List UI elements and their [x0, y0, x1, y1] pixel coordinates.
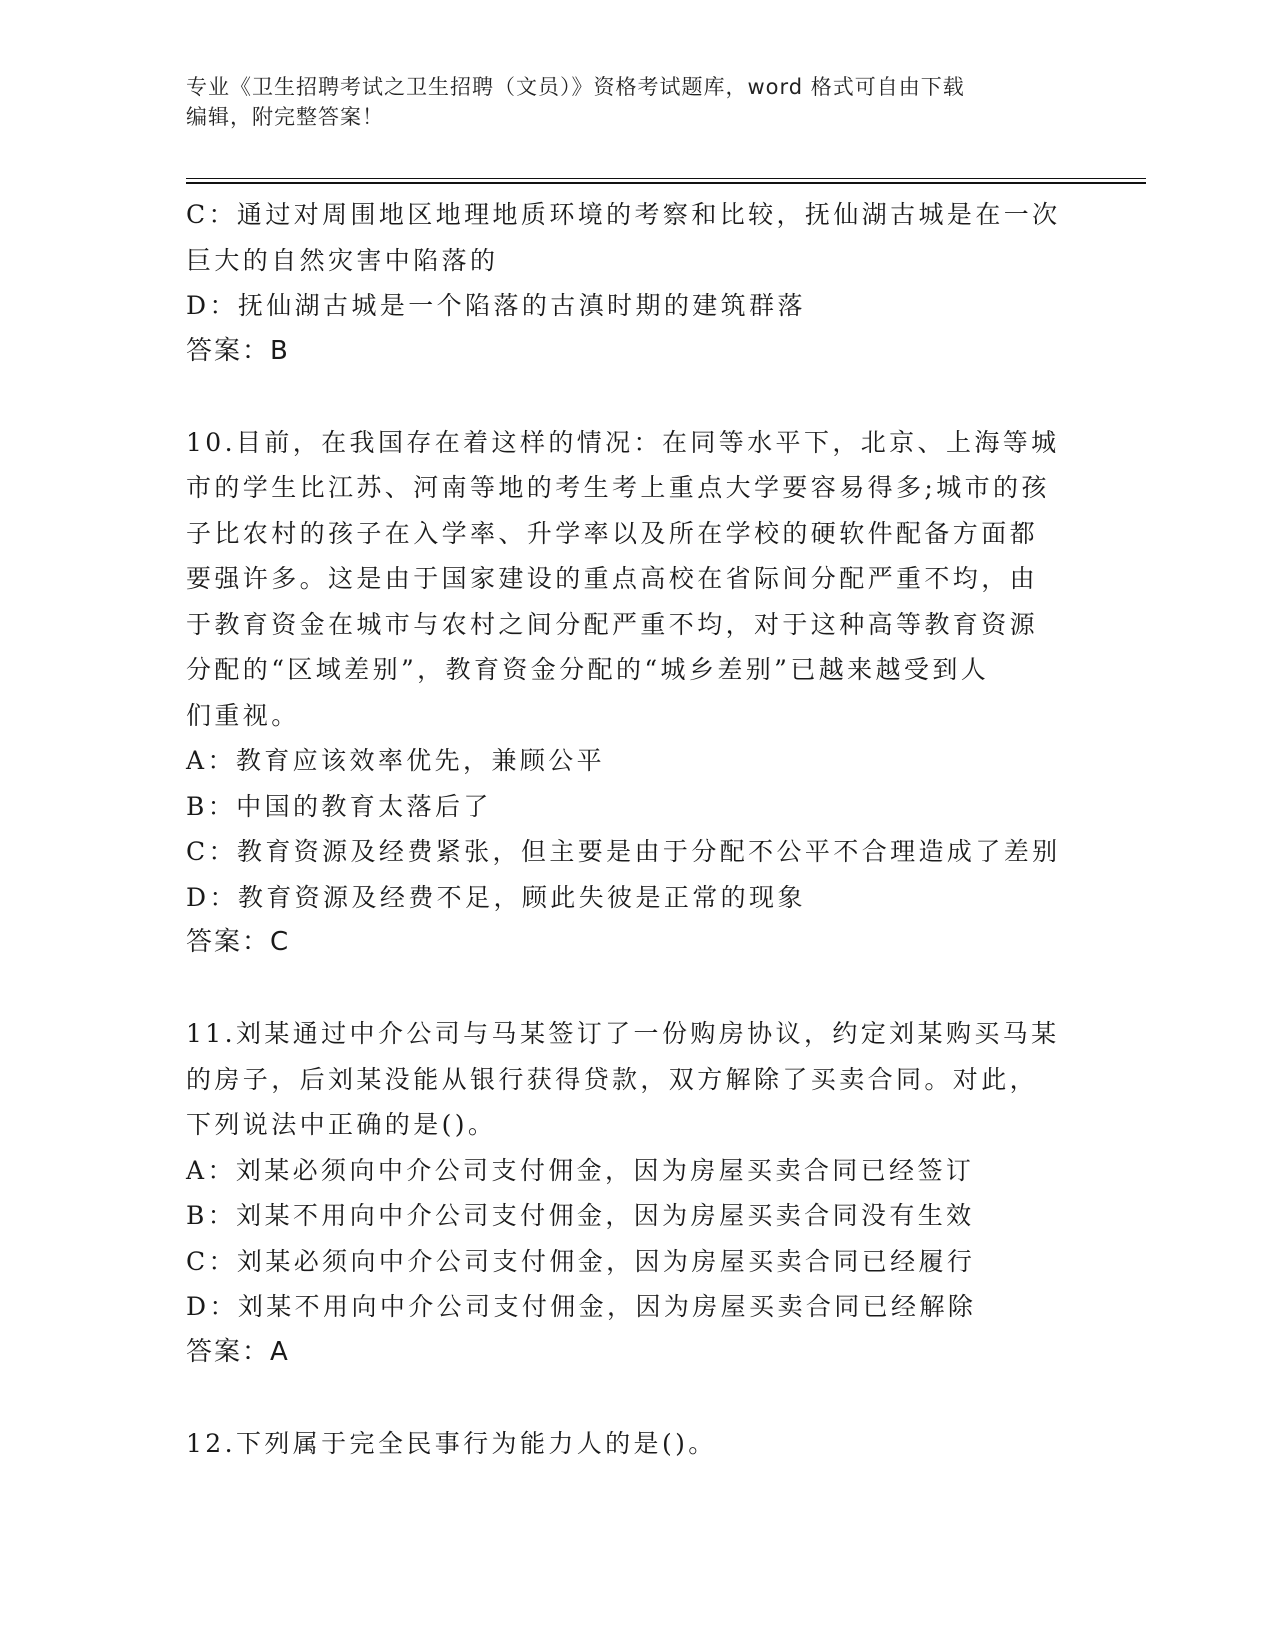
- q10-stem-line: 们重视。: [186, 700, 300, 730]
- q12-stem: 12.下列属于完全民事行为能力人的是()。: [186, 1428, 717, 1458]
- q11-option-c: C：刘某必须向中介公司支付佣金，因为房屋买卖合同已经履行: [186, 1246, 976, 1276]
- q10-answer: 答案：C: [186, 927, 291, 957]
- spacer: [186, 1375, 1086, 1421]
- q10-stem-line: 分配的“区域差别”，教育资金分配的“城乡差别”已越来越受到人: [186, 655, 990, 684]
- q9-option-c-line-1: C：通过对周围地区地理地质环境的考察和比较，抚仙湖古城是在一次: [186, 200, 1061, 229]
- question-11: [186, 1011, 1086, 1375]
- q10-option-a: A：教育应该效率优先，兼顾公平: [186, 746, 606, 775]
- q10-option-c: C：教育资源及经费紧张，但主要是由于分配不公平不合理造成了差别: [186, 837, 1061, 866]
- q11-stem-line: 下列说法中正确的是()。: [186, 1110, 497, 1139]
- q9-option-d: D：抚仙湖古城是一个陷落的古滇时期的建筑群落: [186, 291, 806, 320]
- header-line-2: 编辑，附完整答案！: [186, 105, 384, 129]
- q11-stem-line: 11.刘某通过中介公司与马某签订了一份购房协议，约定刘某购买马某: [186, 1019, 1060, 1048]
- question-9: [186, 192, 1086, 374]
- header-divider-thin: [186, 178, 1146, 179]
- q10-stem-line: 子比农村的孩子在入学率、升学率以及所在学校的硬软件配备方面都: [186, 518, 1039, 548]
- q11-stem-line: 的房子，后刘某没能从银行获得贷款，双方解除了买卖合同。对此，: [186, 1064, 1039, 1094]
- q9-answer: 答案：B: [186, 335, 290, 366]
- q11-option-d: D：刘某不用向中介公司支付佣金，因为房屋买卖合同已经解除: [186, 1292, 977, 1321]
- q10-option-d: D：教育资源及经费不足，顾此失彼是正常的现象: [186, 882, 806, 912]
- q11-option-b: B：刘某不用向中介公司支付佣金，因为房屋买卖合同没有生效: [186, 1201, 975, 1230]
- q10-option-b: B：中国的教育太落后了: [186, 791, 492, 821]
- q10-stem-line: 10.目前，在我国存在着这样的情况：在同等水平下，北京、上海等城: [186, 427, 1060, 457]
- q10-stem-line: 要强许多。这是由于国家建设的重点高校在省际间分配严重不均，由: [186, 564, 1039, 593]
- spacer: [186, 966, 1086, 1012]
- question-10: [186, 420, 1086, 966]
- q10-stem-line: 于教育资金在城市与农村之间分配严重不均，对于这种高等教育资源: [186, 609, 1039, 639]
- question-12: [186, 1421, 1086, 1467]
- document-body: [186, 192, 1086, 1466]
- header-line-1: 专业《卫生招聘考试之卫生招聘（文员）》资格考试题库，word 格式可自由下载: [186, 75, 965, 99]
- header-divider-thick: [186, 182, 1146, 184]
- spacer: [186, 374, 1086, 420]
- q10-stem-line: 市的学生比江苏、河南等地的考生考上重点大学要容易得多;城市的孩: [186, 473, 1050, 502]
- document-header: [186, 72, 1066, 132]
- q9-option-c-line-2: 巨大的自然灾害中陷落的: [186, 245, 499, 275]
- q11-option-a: A：刘某必须向中介公司支付佣金，因为房屋买卖合同已经签订: [186, 1155, 975, 1185]
- q11-answer: 答案：A: [186, 1336, 290, 1367]
